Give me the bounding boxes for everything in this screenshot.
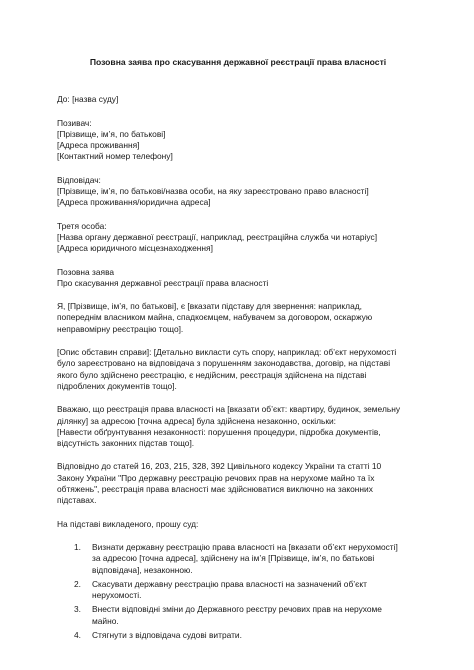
- request-item: [57, 604, 419, 627]
- requests-list: [57, 542, 419, 641]
- paragraph-line: На підставі викладеного, прошу суд:: [57, 518, 199, 529]
- third-party-address: [Адреса юридичного місцезнаходження]: [57, 243, 213, 254]
- paragraph-line: Вважаю, що реєстрація права власності на [вказати об’єкт: квартиру, будинок, земельну: [57, 404, 401, 415]
- plaintiff-block: [57, 118, 419, 163]
- paragraph-line: якого було здійснено реєстрацію, є недійсним, реєстрація здійснена на підставі: [57, 369, 367, 380]
- request-text: [92, 630, 419, 641]
- request-text: [92, 604, 419, 627]
- third-party-name: [Назва органу державної реєстрації, наприклад, реєстраційна служба чи нотаріус]: [57, 231, 378, 242]
- paragraph-request-intro: [57, 519, 419, 530]
- defendant-name: [Прізвище, ім’я, по батькові/назва особи, на яку зареєстровано право власності]: [57, 186, 369, 197]
- defendant-heading: Відповідач:: [57, 174, 101, 185]
- request-number: 1.: [74, 541, 81, 552]
- claim-subheading: Про скасування державної реєстрації права власності: [57, 277, 269, 288]
- paragraph-legal-basis: [57, 461, 419, 506]
- paragraph-line: [Навести обґрунтування незаконності: порушення процедури, підробка документів,: [57, 426, 381, 437]
- paragraph-basis: [57, 301, 419, 335]
- paragraph-line: підставах.: [57, 495, 97, 506]
- third-party-heading: Третя особа:: [57, 220, 107, 231]
- third-party-block: [57, 221, 419, 255]
- defendant-block: [57, 175, 419, 209]
- paragraph-line: ділянку] за адресою [точна адреса] була здійснена незаконно, оскільки:: [57, 415, 337, 426]
- paragraph-illegality: [57, 404, 419, 449]
- request-text: [92, 542, 419, 576]
- paragraph-circumstances: [57, 347, 419, 392]
- plaintiff-address: [Адреса проживання]: [57, 140, 140, 151]
- paragraph-line: підроблених документів тощо].: [57, 380, 177, 391]
- request-line: Внести відповідні зміни до Державного реєстру речових прав на нерухоме: [92, 604, 382, 615]
- paragraph-line: Я, [Прізвище, ім’я, по батькові], є [вказати підставу для звернення: наприклад,: [57, 301, 362, 312]
- document-title: Позовна заява про скасування державної реєстрації права власності: [89, 57, 387, 67]
- paragraph-line: обтяжень", реєстрація права власності має здійснюватися виключно на законних: [57, 484, 373, 495]
- paragraph-line: відсутність законних підстав тощо].: [57, 438, 195, 449]
- plaintiff-name: [Прізвище, ім’я, по батькові]: [57, 128, 166, 139]
- request-line: Визнати державну реєстрацію права власності на [вказати об’єкт нерухомості]: [92, 541, 398, 552]
- request-number: 4.: [74, 629, 81, 640]
- request-line: майно.: [92, 615, 119, 626]
- request-line: Скасувати державну реєстрацію права власності на зазначений об’єкт: [92, 578, 367, 589]
- request-number: 3.: [74, 604, 81, 615]
- paragraph-line: було зареєстровано на відповідача з порушенням законодавства, договір, на підставі: [57, 358, 391, 369]
- request-line: нерухомості.: [92, 590, 142, 601]
- request-line: відповідача], незаконною.: [92, 564, 193, 575]
- request-item: [57, 542, 419, 576]
- request-line: Стягнути з відповідача судові витрати.: [92, 629, 242, 640]
- defendant-address: [Адреса проживання/юридична адреса]: [57, 197, 211, 208]
- request-text: [92, 579, 419, 602]
- request-number: 2.: [74, 578, 81, 589]
- plaintiff-heading: Позивач:: [57, 117, 92, 128]
- court-block: [57, 94, 419, 105]
- paragraph-line: Відповідно до статей 16, 203, 215, 328, 392 Цивільного кодексу України та статті 10: [57, 461, 382, 472]
- plaintiff-phone: [Контактний номер телефону]: [57, 151, 173, 162]
- claim-heading-block: [57, 267, 419, 290]
- paragraph-line: [Опис обставин справи]: [Детально викласти суть спору, наприклад: об’єкт нерухомості: [57, 347, 397, 358]
- paragraph-line: попереднім власником майна, спадкоємцем, набувачем за договором, оскаржую: [57, 312, 373, 323]
- request-item: [57, 630, 419, 641]
- paragraph-line: Закону України "Про державну реєстрацію речових прав на нерухоме майно та їх: [57, 472, 375, 483]
- court-line: До: [назва суду]: [57, 94, 119, 105]
- claim-heading: Позовна заява: [57, 266, 115, 277]
- request-line: за адресою [точна адреса], здійснену на ім’я [Прізвище, ім’я, по батькові: [92, 553, 375, 564]
- paragraph-line: неправомірну реєстрацію тощо].: [57, 323, 184, 334]
- request-item: [57, 579, 419, 602]
